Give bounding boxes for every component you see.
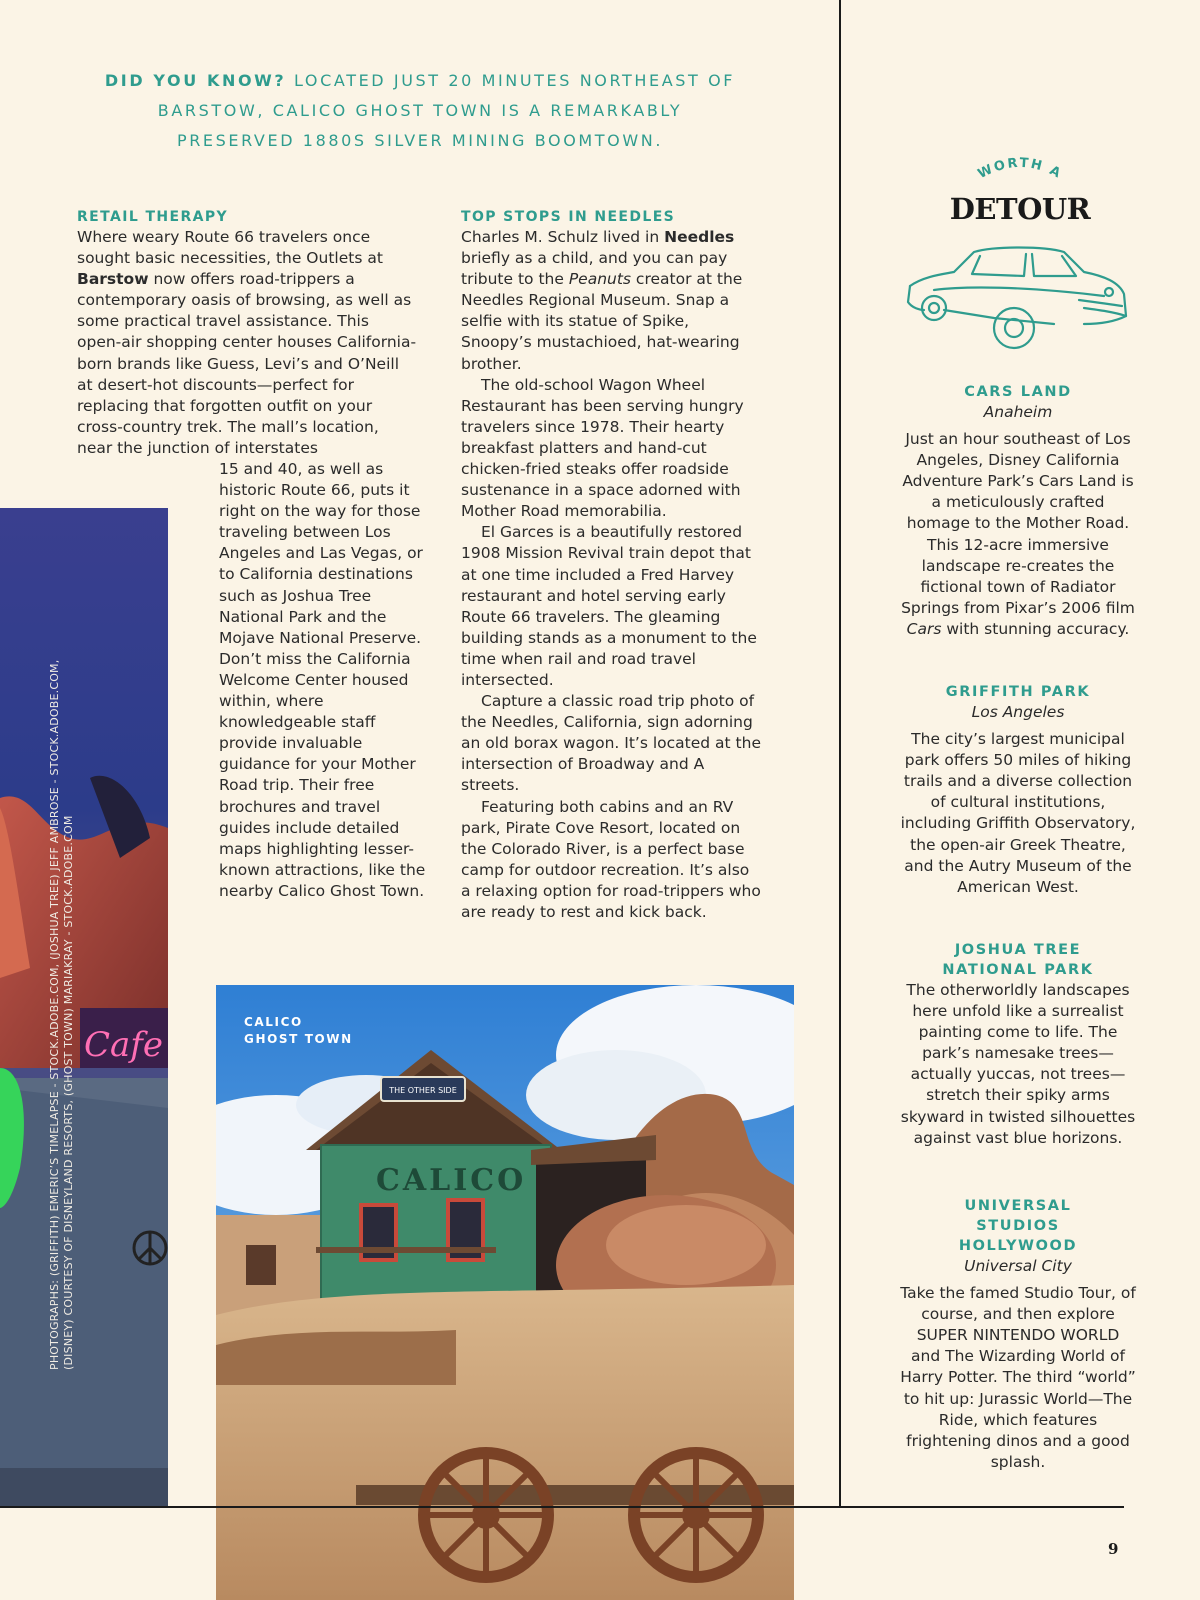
pull-quote (100, 66, 740, 156)
cars-land-text-b: with stunning accuracy. (941, 619, 1130, 638)
sidebar-entry-joshua-tree (900, 940, 1136, 1149)
calico-caption-text: CALICO GHOST TOWN (244, 1015, 353, 1046)
other-side-sign: THE OTHER SIDE (389, 1086, 457, 1095)
needles-bold: Needles (664, 228, 735, 246)
needles-p1-a: Charles M. Schulz lived in (461, 228, 665, 246)
worth-a-arc-heading (960, 148, 1080, 188)
detour-title: DETOUR (949, 192, 1091, 226)
griffith-park-heading: GRIFFITH PARK (945, 684, 1091, 700)
retail-therapy-continued (219, 459, 429, 902)
retail-therapy-paragraph (77, 227, 417, 459)
peanuts-italic: Peanuts (568, 270, 631, 289)
retail-therapy-section (77, 207, 417, 459)
sidebar-entry-cars-land (900, 382, 1136, 640)
pull-quote-text: LOCATED JUST 20 MINUTES NORTHEAST OF BARSTOW, CALICO GHOST TOWN IS A REMARKABLY PRESERVED 1880S SILVER MINING BOOMTOWN. (157, 71, 736, 150)
pull-quote-lead: DID YOU KNOW? (104, 71, 287, 90)
joshua-tree-text: The otherworldly landscapes here unfold like a surrealist painting come to life. The park’s namesake trees—actually yuccas, not trees—stretch their spiky arms skyward in twisted silhouettes against vast blue horizons. (900, 981, 1136, 1147)
cars-land-text-a: Just an hour southeast of Los Angeles, Disney California Adventure Park’s Cars Land is a meticulously crafted homage to the Mother Road. This 12-acre immersive landscape re-creates the fictional town of Radiator Springs from Pixar’s 2006 film (901, 430, 1135, 617)
neon-cafe-sign: Cafe (84, 1025, 163, 1065)
column-divider-vertical (839, 0, 841, 1508)
universal-studios-location: Universal City (964, 1257, 1072, 1275)
needles-p1-c: creator at the Needles Regional Museum. Snap a selfie with its statue of Spike, Snoopy’s mustachioed, hat-wearing brother. (461, 270, 743, 373)
retail-text-b: now offers road-trippers a contemporary oasis of browsing, as well as some practical travel assistance. This open-air shopping center houses California-born brands like Guess, Levi’s and O’Neill at desert-hot discounts—perfect for replacing that forgotten outfit on your cross-country trek. The mall’s location, near the junction of interstates (77, 270, 417, 457)
sidebar-entry-griffith-park (900, 682, 1136, 898)
cars-film-italic: Cars (906, 619, 942, 638)
sidebar-entry-universal-studios (900, 1196, 1136, 1473)
classic-car-icon (904, 246, 1130, 354)
calico-caption (244, 1014, 354, 1048)
needles-paragraph-2: The old-school Wagon Wheel Restaurant has been serving hungry travelers since 1978. Their hearty breakfast platters and hand-cut chicken-fried steaks offer roadside sustenance in a space adorned with Mother Road memorabilia. (461, 375, 744, 521)
needles-paragraph-3: El Garces is a beautifully restored 1908 Mission Revival train depot that at one time included a Fred Harvey restaurant and hotel serving early Route 66 travelers. The gleaming building stands as a monument to the time when rail and road travel intersected. (461, 523, 757, 689)
joshua-tree-heading: JOSHUA TREE NATIONAL PARK (942, 942, 1094, 978)
retail-text-continued: 15 and 40, as well as historic Route 66, puts it right on the way for those traveling between Los Angeles and Las Vegas, or to California destinations such as Joshua Tree National Park and the Mojave National Preserve. Don’t miss the California Welcome Center housed within, where knowledgeable staff provide invaluable guidance for your Mother Road trip. Their free brochures and travel guides include detailed maps highlighting lesser-known attractions, like the nearby Calico Ghost Town. (219, 460, 426, 900)
needles-section (461, 207, 761, 923)
cars-land-text (900, 429, 1136, 640)
barstow-bold: Barstow (77, 270, 149, 289)
svg-text:WORTH A (976, 156, 1065, 182)
calico-building-text: CALICO (376, 1163, 527, 1198)
retail-therapy-heading: RETAIL THERAPY (77, 209, 229, 225)
needles-paragraph-4: Capture a classic road trip photo of the Needles, California, sign adorning an old borax wagon. It’s located at the intersection of Broadway and A streets. (461, 692, 761, 795)
needles-heading: TOP STOPS IN NEEDLES (461, 209, 676, 225)
needles-paragraph-1 (461, 227, 761, 375)
universal-studios-text: Take the famed Studio Tour, of course, and then explore SUPER NINTENDO WORLD and The Wizarding World of Harry Potter. The third “world” to hit up: Jurassic World—The Ride, which features frightening dinos and a good splash. (900, 1284, 1136, 1471)
griffith-park-text: The city’s largest municipal park offers 50 miles of hiking trails and a diverse collection of cultural institutions, including Griffith Observatory, the open-air Greek Theatre, and the Autry Museum of the American West. (900, 730, 1136, 896)
cars-land-location: Anaheim (983, 403, 1053, 421)
cars-land-heading: CARS LAND (964, 384, 1072, 400)
universal-studios-heading: UNIVERSAL STUDIOS HOLLYWOOD (958, 1198, 1078, 1254)
retail-text-a: Where weary Route 66 travelers once sought basic necessities, the Outlets at (77, 228, 383, 268)
page-number: 9 (1108, 1540, 1119, 1558)
needles-p1-b: briefly as a child, and you can pay tribute to the (461, 249, 728, 289)
worth-a-kicker: WORTH A (975, 155, 1065, 183)
needles-paragraph-5: Featuring both cabins and an RV park, Pirate Cove Resort, located on the Colorado River, is a perfect base camp for outdoor recreation. It’s also a relaxing option for road-trippers who are ready to rest and kick back. (461, 797, 761, 921)
footer-divider-horizontal (0, 1506, 1124, 1508)
griffith-park-location: Los Angeles (971, 703, 1065, 721)
photo-credit: PHOTOGRAPHS: (GRIFFITH) EMERIC’S TIMELAPSE - STOCK.ADOBE.COM, (JOSHUA TREE) JEFF AMBROSE - STOCK.ADOBE.COM, (DISNEY) COURTESY OF DISNEYLAND RESORTS, (GHOST TOWN) MARIAKRAY - STOCK.ADOBE.COM (48, 659, 75, 1370)
